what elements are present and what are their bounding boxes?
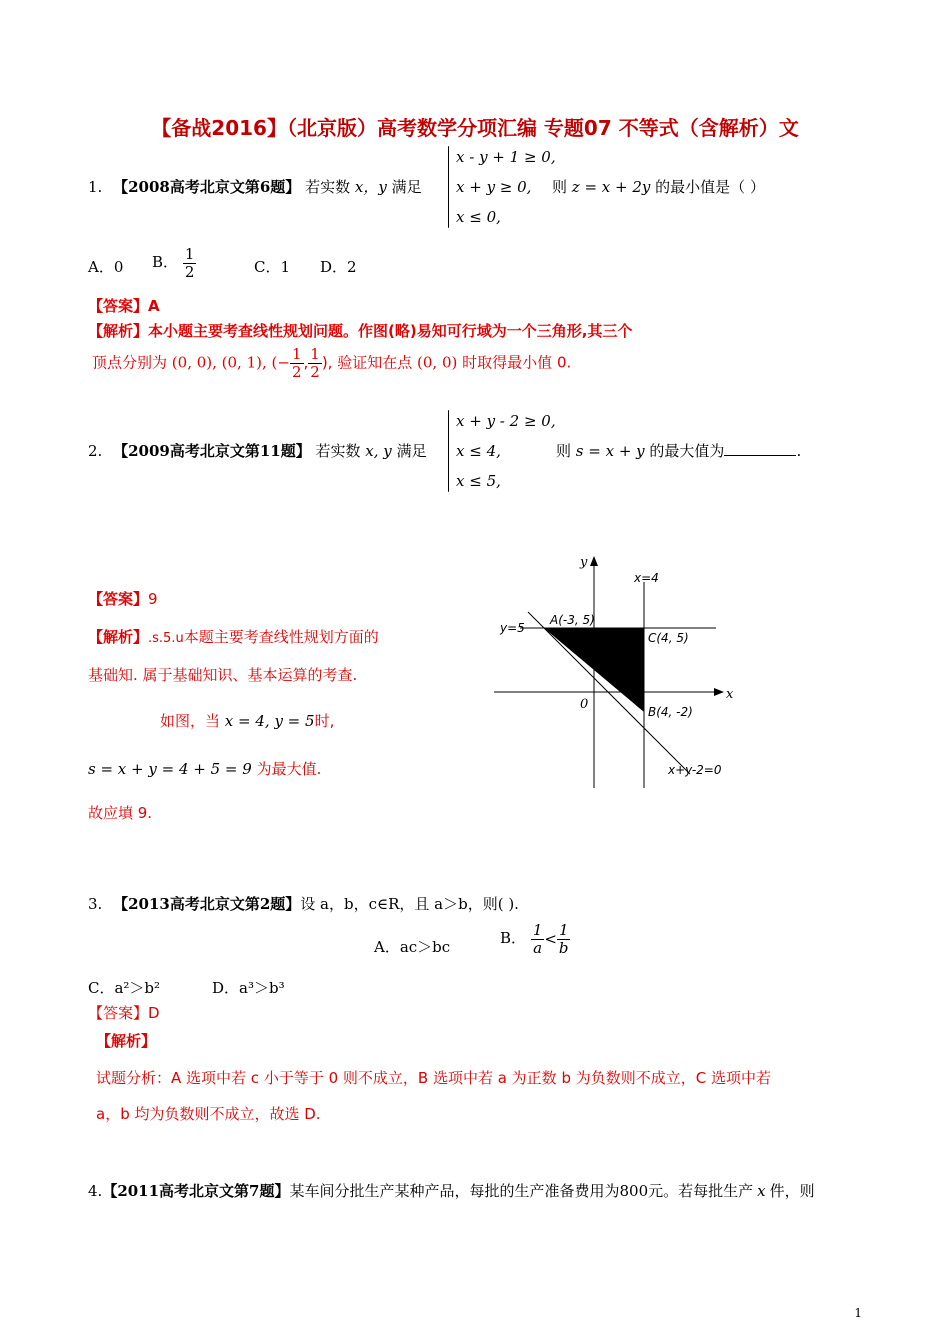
label-x4: x=4 [634, 571, 659, 585]
question-number: 1. [88, 178, 103, 196]
fraction [308, 346, 322, 380]
x-axis-label: x [726, 687, 734, 702]
question-number: 2. [88, 442, 103, 460]
fraction [531, 922, 545, 956]
stem-text: 若实数 [305, 178, 351, 196]
answer: 【答案】A [88, 297, 160, 315]
variable: x [757, 1182, 766, 1200]
analysis-text: 顶点分别为 [92, 353, 168, 372]
question-4-stem [88, 1180, 815, 1201]
operator: < [544, 930, 557, 948]
option-c: C．a²＞b² [88, 979, 161, 997]
analysis-line-1 [88, 626, 379, 647]
origin-label: 0 [580, 697, 589, 712]
x-axis-arrow-icon [714, 688, 724, 696]
analysis-math: x = 4, y = 5 [224, 712, 315, 730]
question-source: 【2008高考北京文第6题】 [113, 178, 301, 196]
analysis-math: , [303, 353, 309, 372]
label-point-a: A(-3, 5) [550, 613, 595, 627]
analysis-math: (0, 0) [417, 353, 458, 372]
feasible-region-graph [480, 548, 750, 798]
analysis-math: ), [321, 353, 333, 372]
analysis-math: (0, 0), (0, 1), (− [171, 353, 290, 372]
numerator: 1 [184, 245, 195, 263]
objective-function: z = x + 2y [571, 178, 651, 196]
question-2-stem [88, 440, 427, 461]
denominator: b [558, 938, 569, 957]
option-a: A．ac＞bc [374, 938, 451, 956]
stem-text: 的最大值为 [649, 442, 725, 460]
label-y5: y=5 [500, 621, 525, 635]
analysis-text: 时, [314, 712, 335, 730]
answer-blank [724, 441, 796, 456]
constraint-3: x ≤ 0, [456, 208, 501, 226]
denominator: 2 [310, 362, 320, 381]
stem-text: 则 [552, 178, 568, 196]
analysis-label: 【解析】 [96, 1032, 157, 1050]
objective-function: s = x + y [575, 442, 645, 460]
constraint-2: x + y ≥ 0, [456, 178, 532, 196]
constraint-3: x ≤ 5, [456, 472, 501, 490]
analysis-label: 【解析】 [88, 628, 149, 646]
y-axis-label: y [580, 555, 588, 570]
option-a: A．0 [88, 258, 124, 276]
question-source: 【2009高考北京文第11题】 [113, 442, 311, 460]
analysis-text: 本题主要考查线性规划方面的 [183, 628, 379, 646]
analysis-text: 验证知在点 [337, 353, 413, 372]
page-number: 1 [854, 1306, 862, 1320]
stem-text: 件，则 [769, 1182, 815, 1200]
denominator: 2 [291, 362, 302, 381]
stem-text: 满足 [391, 178, 422, 196]
denominator: 2 [184, 262, 195, 281]
label-line: x+y-2=0 [668, 763, 722, 777]
option-b [500, 922, 570, 956]
option-label: B． [500, 929, 527, 947]
question-number: 3. [88, 895, 103, 913]
analysis-line-2: a，b 均为负数则不成立，故选 D. [96, 1105, 321, 1123]
stem-text: 则 [556, 442, 572, 460]
stem-text: . [796, 442, 802, 460]
constraint-2: x ≤ 4, [456, 442, 501, 460]
analysis-line-2: 基础知. 属于基础知识、基本运算的考查. [88, 666, 358, 684]
option-label: B． [152, 253, 179, 271]
fraction [557, 922, 571, 956]
analysis-text: .s.5.u [148, 631, 184, 646]
option-d: D．2 [320, 258, 357, 276]
analysis-line-1: 【解析】本小题主要考查线性规划问题。作图(略)易知可行域为一个三角形,其三个 [88, 322, 633, 340]
answer: 【答案】D [88, 1004, 160, 1022]
analysis-line-4 [88, 758, 321, 779]
fraction [290, 346, 304, 380]
label-point-c: C(4, 5) [648, 631, 689, 645]
analysis-text: 为最大值. [256, 760, 322, 778]
variables: x, y [365, 442, 392, 460]
variables: x，y [354, 178, 387, 196]
denominator: a [533, 938, 543, 957]
numerator: 1 [532, 921, 543, 939]
answer-label: 【答案】 [88, 590, 149, 608]
question-2-objective [556, 440, 801, 461]
numerator: 1 [310, 345, 320, 363]
constraint-brace [448, 146, 449, 228]
stem-text: 满足 [396, 442, 427, 460]
question-1-stem [88, 176, 422, 197]
constraint-1: x + y - 2 ≥ 0, [456, 412, 556, 430]
answer [88, 588, 158, 609]
fraction [183, 246, 197, 280]
stem-text: 设 a，b，c∈R，且 a＞b，则( ). [300, 895, 519, 913]
option-b [152, 246, 196, 280]
question-1-objective [552, 176, 765, 197]
analysis-line-5: 故应填 9. [88, 804, 153, 822]
analysis-text: 时取得最小值 [462, 353, 553, 372]
page-title: 【备战2016】（北京版）高考数学分项汇编 专题07 不等式（含解析）文 [151, 116, 799, 140]
question-3-stem [88, 893, 519, 914]
stem-text: 的最小值是（ ） [655, 178, 765, 196]
question-source: 【2011高考北京文第7题】 [102, 1182, 290, 1200]
y-axis-arrow-icon [590, 556, 598, 566]
question-source: 【2013高考北京文第2题】 [113, 895, 301, 913]
numerator: 1 [291, 345, 302, 363]
option-c: C．1 [254, 258, 291, 276]
analysis-line-3 [160, 710, 334, 731]
label-point-b: B(4, -2) [648, 705, 693, 719]
analysis-line-1: 试题分析：A 选项中若 c 小于等于 0 则不成立，B 选项中若 a 为正数 b 为负数则不成立，C 选项中若 [96, 1069, 771, 1087]
analysis-math: s = x + y = 4 + 5 = 9 [88, 760, 252, 778]
stem-text: 若实数 [315, 442, 361, 460]
numerator: 1 [558, 921, 569, 939]
constraint-1: x - y + 1 ≥ 0, [456, 148, 556, 166]
question-number: 4. [88, 1182, 103, 1200]
analysis-text: 如图，当 [160, 712, 221, 730]
stem-text: 某车间分批生产某种产品，每批的生产准备费用为800元。若每批生产 [289, 1182, 754, 1200]
analysis-text: 0. [556, 353, 572, 372]
option-d: D．a³＞b³ [212, 979, 285, 997]
analysis-line-2 [92, 346, 571, 380]
answer-value: 9 [148, 590, 158, 608]
constraint-brace [448, 410, 449, 492]
